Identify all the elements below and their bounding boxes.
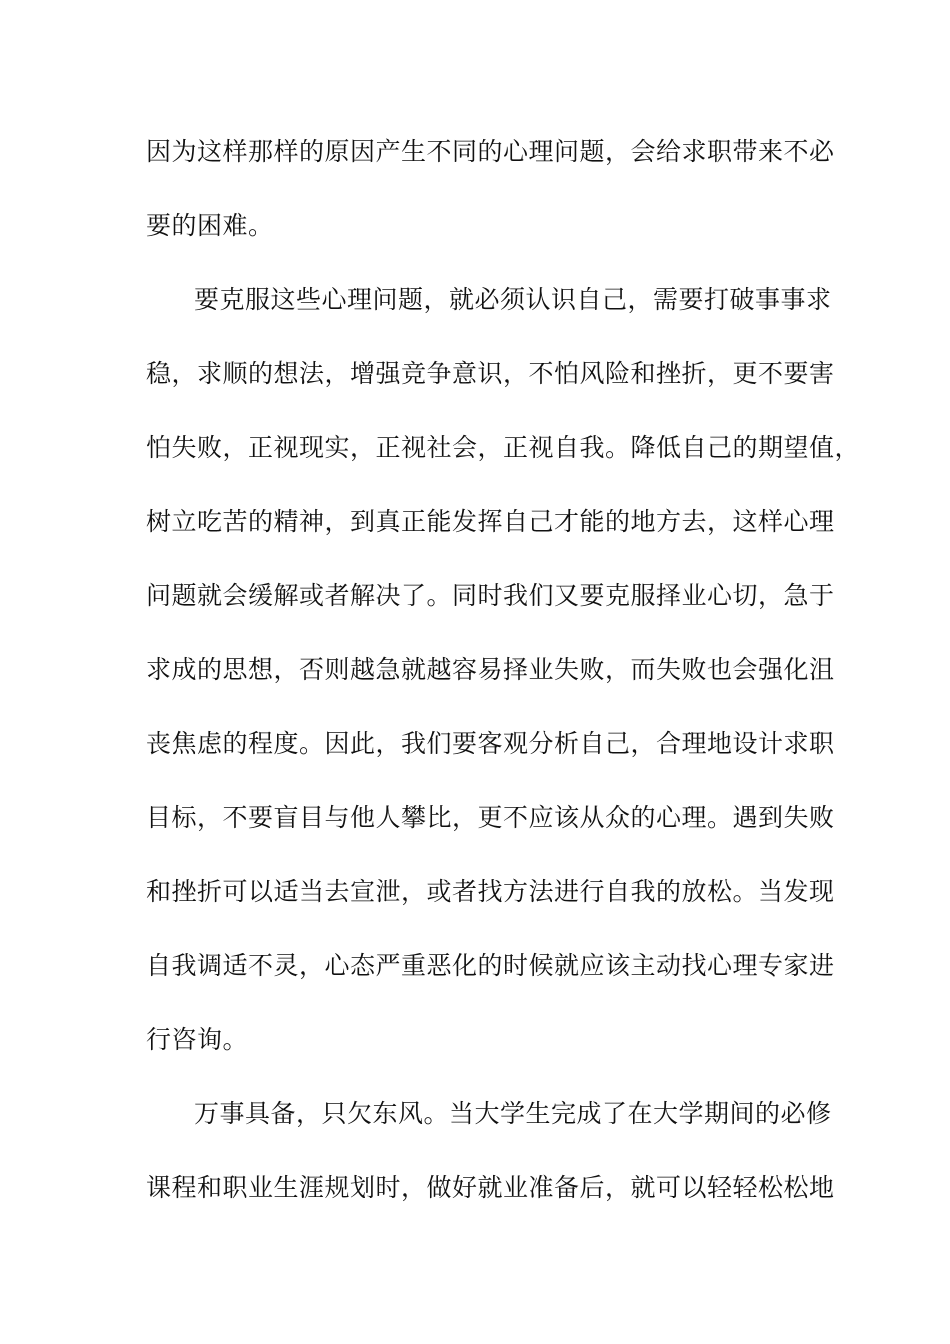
text-line: 怕失败，正视现实，正视社会，正视自我。降低自己的期望值， — [146, 433, 861, 462]
text-line: 树立吃苦的精神，到真正能发挥自己才能的地方去，这样心理 — [146, 507, 835, 536]
paragraph-1 — [146, 127, 846, 275]
text-line: 稳，求顺的想法，增强竞争意识，不怕风险和挫折，更不要害 — [146, 359, 835, 388]
paragraph-2 — [146, 275, 861, 1089]
text-line: 因为这样那样的原因产生不同的心理问题，会给求职带来不必 — [146, 137, 835, 166]
text-line: 要克服这些心理问题，就必须认识自己，需要打破事事求 — [194, 285, 832, 314]
text-line: 丧焦虑的程度。因此，我们要客观分析自己，合理地设计求职 — [146, 729, 835, 758]
text-line: 万事具备，只欠东风。当大学生完成了在大学期间的必修 — [194, 1099, 832, 1128]
text-line: 课程和职业生涯规划时，做好就业准备后，就可以轻轻松松地 — [146, 1173, 835, 1202]
text-line: 求成的思想，否则越急就越容易择业失败，而失败也会强化沮 — [146, 655, 835, 684]
text-line: 目标，不要盲目与他人攀比，更不应该从众的心理。遇到失败 — [146, 803, 835, 832]
text-line: 要的困难。 — [146, 211, 274, 240]
text-line: 行咨询。 — [146, 1025, 249, 1054]
paragraph-3 — [146, 1089, 846, 1237]
document-body — [146, 127, 861, 1237]
text-line: 和挫折可以适当去宣泄，或者找方法进行自我的放松。当发现 — [146, 877, 835, 906]
text-line: 自我调适不灵，心态严重恶化的时候就应该主动找心理专家进 — [146, 951, 835, 980]
text-line: 问题就会缓解或者解决了。同时我们又要克服择业心切，急于 — [146, 581, 835, 610]
